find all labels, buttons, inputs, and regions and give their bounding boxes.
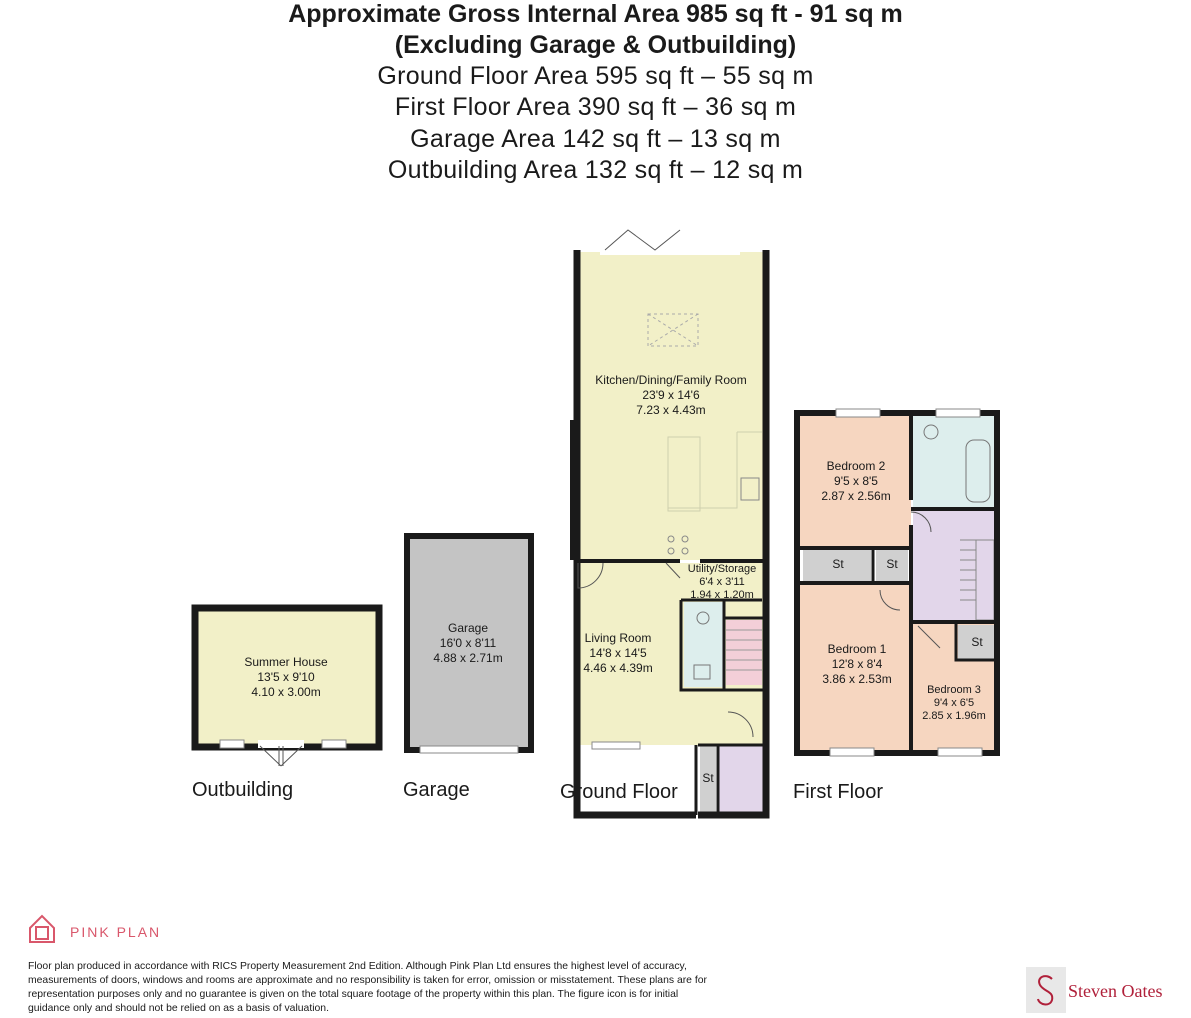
bedroom-3-name: Bedroom 3 <box>927 684 981 696</box>
ground-floor-plan <box>572 230 766 815</box>
pink-plan-house-logo-icon <box>30 916 54 942</box>
bedroom-3-metric: 2.85 x 1.96m <box>922 710 986 722</box>
store-label-3: St <box>971 635 983 649</box>
utility-name: Utility/Storage <box>687 563 757 575</box>
pink-plan-brand: PINK PLAN <box>70 924 162 940</box>
bedroom-3-label <box>922 684 986 723</box>
agent-name: Steven Oates <box>1068 981 1163 1001</box>
kitchen-imperial: 23'9 x 14'6 <box>642 388 700 402</box>
garage-name: Garage <box>447 621 489 635</box>
outbuilding-area: Outbuilding Area 132 sq ft – 12 sq m <box>387 156 804 184</box>
area-title: Approximate Gross Internal Area 985 sq ft - 91 sq m <box>288 0 903 28</box>
summer-house-name: Summer House <box>244 655 328 669</box>
kitchen-name: Kitchen/Dining/Family Room <box>595 373 747 387</box>
area-subtitle: (Excluding Garage & Outbuilding) <box>394 31 797 59</box>
garage-imperial: 16'0 x 8'11 <box>439 636 497 650</box>
kitchen-label <box>595 373 746 418</box>
first-floor-area: First Floor Area 390 sq ft – 36 sq m <box>394 93 797 121</box>
bifold-door-icon <box>605 230 680 250</box>
bedroom-2-label <box>821 459 890 504</box>
summer-house-imperial: 13'5 x 9'10 <box>257 670 315 684</box>
living-name: Living Room <box>584 631 652 645</box>
summer-house-metric: 4.10 x 3.00m <box>251 685 321 699</box>
store-label-2: St <box>886 557 898 571</box>
bedroom-3-imperial: 9'4 x 6'5 <box>933 697 975 709</box>
bedroom-1-metric: 3.86 x 2.53m <box>822 672 892 686</box>
utility-imperial: 6'4 x 3'11 <box>699 576 745 588</box>
ground-floor-label: Ground Floor <box>560 781 678 803</box>
utility-label <box>688 563 756 602</box>
bedroom-1-imperial: 12'8 x 8'4 <box>831 657 883 671</box>
store-label-1: St <box>832 557 844 571</box>
living-label <box>583 631 652 676</box>
kitchen-metric: 7.23 x 4.43m <box>636 403 706 417</box>
bedroom-1-label <box>822 642 891 687</box>
first-floor-label: First Floor <box>793 781 883 803</box>
bedroom-2-name: Bedroom 2 <box>826 459 886 473</box>
hallway <box>718 746 764 813</box>
store-label-4: St <box>702 771 714 785</box>
living-imperial: 14'8 x 14'5 <box>589 646 647 660</box>
outbuilding-floor-label: Outbuilding <box>192 779 294 801</box>
bedroom-2-imperial: 9'5 x 8'5 <box>834 474 878 488</box>
bedroom-2-metric: 2.87 x 2.56m <box>821 489 891 503</box>
summer-house-label <box>244 655 327 700</box>
wc-room <box>684 602 724 687</box>
garage-label <box>433 621 502 666</box>
ground-floor-area: Ground Floor Area 595 sq ft – 55 sq m <box>377 62 814 90</box>
garage-floor-label: Garage <box>403 779 470 801</box>
steven-oates-s-logo-icon <box>1026 967 1066 1013</box>
disclaimer-text: Floor plan produced in accordance with RICS Property Measurement 2nd Edition. Although Pink Plan Ltd ensures the highest level of accuracy, measurements of doors, windows and rooms are approximate and no responsibility is taken for error, omission or misstatement. These plans are for representation purposes only and no guarantee is given on the total square footage of the property within this plan. The figure icon is for initial guidance only and should not be relied on as a basis of valuation. <box>28 961 707 1014</box>
bathroom-room <box>913 415 996 509</box>
living-metric: 4.46 x 4.39m <box>583 661 653 675</box>
landing <box>913 511 996 621</box>
utility-metric: 1.94 x 1.20m <box>690 589 754 601</box>
bedroom-1-name: Bedroom 1 <box>827 642 887 656</box>
garage-metric: 4.88 x 2.71m <box>433 651 503 665</box>
garage-area: Garage Area 142 sq ft – 13 sq m <box>410 125 781 153</box>
